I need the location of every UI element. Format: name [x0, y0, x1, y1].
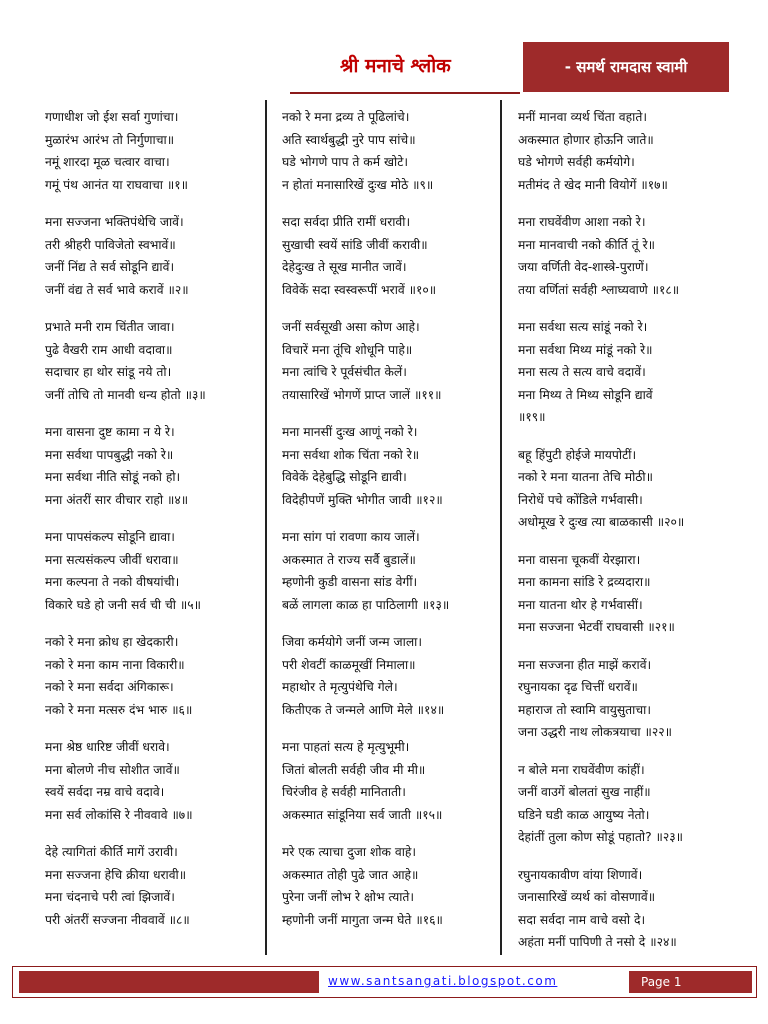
column-1	[45, 106, 265, 946]
verse-line: कितीएक ते जन्मले आणि मेले ॥१४॥	[282, 702, 445, 717]
verse	[518, 654, 738, 744]
verse-line: नको रे मना क्रोध हा खेदकारी।	[45, 635, 179, 649]
verse	[45, 421, 265, 511]
verse-line: नमूं शारदा मूळ चत्वार वाचा।	[45, 155, 170, 169]
verse-line: मना चंदनाचे परी त्वां झिजावें।	[45, 890, 175, 904]
verse-line: घडे भोगणे पाप ते कर्म खोटे।	[282, 155, 409, 169]
verse	[282, 421, 502, 511]
page-footer	[12, 966, 757, 998]
verse	[45, 841, 265, 931]
verse	[518, 864, 738, 954]
verse-line: सुखाची स्वयें सांडि जीवीं करावी॥	[282, 237, 428, 252]
verse-line: जनीं तोचि तो मानवी धन्य होतो ॥३॥	[45, 387, 206, 402]
verse-line: अकस्मात होणार होऊनि जाते॥	[518, 132, 654, 147]
verse-line: रघुनायकावीण वांया शिणावें।	[518, 867, 643, 882]
verse-line: मना मानवाची नको कीर्ति तूं रे॥	[518, 237, 655, 252]
verse-line: अति स्वार्थबुद्धी नुरे पाप सांचे॥	[282, 132, 416, 147]
author-name: - समर्थ रामदास स्वामी	[564, 58, 688, 76]
verse-line: तया वर्णितां सर्वही श्लाघ्यवाणे ॥१८॥	[518, 282, 680, 297]
verse	[282, 841, 502, 931]
verse	[45, 631, 265, 721]
verse-line: न होतां मनासारिखें दुःख मोठे ॥९॥	[282, 177, 434, 192]
verse-line: परी शेवटीं काळमूखीं निमाला॥	[282, 657, 416, 672]
verse-line: मना कामना सांडि रे द्रव्यदारा॥	[518, 575, 651, 589]
verse-line: अकस्मात तोही पुढे जात आहे॥	[282, 867, 419, 882]
verse	[518, 549, 738, 639]
verse-line: मना श्रेष्ठ धारिष्ट जीवीं धरावे।	[45, 740, 170, 754]
verse-line: मना मिथ्य ते मिथ्य सोडूनि द्यावें	[518, 387, 653, 402]
verse-line: जनीं वंद्य ते सर्व भावे करावें ॥२॥	[45, 282, 189, 297]
verse-line: मना राघवेंवीण आशा नको रे।	[518, 215, 646, 229]
footer-bar	[19, 971, 319, 993]
verse-line: मना सर्वथा सत्य सांडूं नको रे।	[518, 320, 648, 334]
verse-line: नको रे मना द्रव्य ते पूढिलांचे।	[282, 110, 410, 124]
verse-line: मना बोलणे नीच सोशीत जावें॥	[45, 762, 180, 777]
verse-line: तयासारिखें भोगणें प्राप्त जालें ॥११॥	[282, 387, 442, 402]
verse-line: मना पाहतां सत्य हे मृत्युभूमी।	[282, 740, 410, 754]
verse-line: विचारें मना तूंचि शोधूनि पाहे॥	[282, 342, 413, 357]
verse-line: महाथोर ते मृत्युपंथेचि गेले।	[282, 680, 398, 694]
verse-line: मना सर्वथा नीति सोडूं नको हो।	[45, 470, 181, 484]
verse-line: म्हणोनी जनीं मागुता जन्म घेते ॥१६॥	[282, 912, 443, 927]
verse	[518, 759, 738, 849]
verse-line: विवेकें देहेबुद्धि सोडूनि द्यावी।	[282, 470, 407, 484]
verse-line: मना सज्जना भक्तिपंथेचि जावें।	[45, 215, 184, 229]
verse-line: गमूं पंथ आनंत या राघवाचा ॥१॥	[45, 177, 189, 192]
verse-line: जना उद्धरी नाथ लोकत्रयाचा ॥२२॥	[518, 725, 673, 739]
verse-line: मना सर्वथा पापबुद्धी नको रे॥	[45, 447, 174, 462]
verse-line: मनीं मानवा व्यर्थ चिंता वहाते।	[518, 110, 647, 124]
verse-line: मना मानसीं दुःख आणूं नको रे।	[282, 425, 418, 439]
verse-line: मना सर्व लोकांसि रे नीववावे ॥७॥	[45, 807, 193, 822]
verse-line: मना वासना चूकवीं येरझारा।	[518, 552, 641, 567]
page-number: Page 1	[629, 971, 752, 993]
verse-line: मना कल्पना ते नको वीषयांची।	[45, 575, 180, 589]
author-banner	[523, 42, 729, 92]
verse-line: नको रे मना यातना तेचि मोठी॥	[518, 470, 653, 484]
verse-line: घडे भोगणे सर्वही कर्मयोगे।	[518, 155, 635, 169]
verse-line: नको रे मना सर्वदा अंगिकारू।	[45, 680, 174, 694]
verse-line: ॥१९॥	[518, 410, 546, 424]
verse-line: पुढे वैखरी राम आधी वदावा॥	[45, 342, 173, 357]
verse-line: देहांतीं तुला कोण सोडूं पहातो? ॥२३॥	[518, 830, 684, 844]
verse-line: मना पापसंकल्प सोडूनि द्यावा।	[45, 530, 175, 544]
verse-line: जनीं वाउगें बोलतां सुख नाहीं॥	[518, 785, 651, 799]
verse-line: मरे एक त्याचा दुजा शोक वाहे।	[282, 845, 417, 859]
verse-line: जनासारिखें व्यर्थ कां वोसणावें॥	[518, 890, 656, 904]
verse-line: विवेकें सदा स्वस्वरूपीं भरावें ॥१०॥	[282, 282, 437, 297]
verse-line: अकस्मात सांडूनिया सर्व जाती ॥१५॥	[282, 807, 443, 822]
verse-line: अकस्मात ते राज्य सर्वै बुडालें॥	[282, 552, 416, 567]
verse	[282, 211, 502, 301]
column-2	[282, 106, 502, 946]
verse	[45, 106, 265, 196]
verse-line: देहेदुःख ते सूख मानीत जावें।	[282, 260, 407, 274]
verse-line: देहे त्यागितां कीर्ति मागें उरावी।	[45, 845, 178, 859]
website-link[interactable]: www.santsangati.blogspot.com	[328, 974, 558, 988]
verse-line: मना सज्जना हेचि क्रीया धरावी॥	[45, 867, 187, 882]
verse-line: पुरेना जनीं लोभ रे क्षोभ त्याते।	[282, 890, 415, 904]
verse-line: स्वयें सर्वदा नम्र वाचे वदावे।	[45, 785, 165, 799]
verse-line: जनीं सर्वसूखी असा कोण आहे।	[282, 320, 420, 334]
verse-line: बळें लागला काळ हा पाठिलागी ॥१३॥	[282, 597, 450, 612]
verse-line: मना अंतरीं सार वीचार राहो ॥४॥	[45, 492, 189, 507]
verse-line: मना वासना दुष्ट कामा न ये रे।	[45, 425, 175, 439]
verse-line: सदा सर्वदा नाम वाचे वसो दे।	[518, 912, 646, 927]
verse-line: घडिने घडी काळ आयुष्य नेतो।	[518, 807, 650, 822]
verse-line: जया वर्णिती वेद-शास्त्रे-पुराणें।	[518, 260, 649, 274]
verse-line: न बोले मना राघवेंवीण कांहीं।	[518, 762, 645, 777]
verse-line: मना सर्वथा शोक चिंता नको रे॥	[282, 447, 420, 462]
verse-line: निरोधें पचे कोंडिले गर्भवासी।	[518, 492, 643, 507]
verse-line: सदा सर्वदा प्रीति रामीं धरावी।	[282, 215, 411, 229]
verse-line: नको रे मना मत्सरु दंभ भारु ॥६॥	[45, 702, 193, 717]
verse-line: जिवा कर्मयोगे जनीं जन्म जाला।	[282, 635, 423, 649]
verse	[518, 316, 738, 429]
verse	[518, 444, 738, 534]
verse-line: जनीं निंद्य ते सर्व सोडूनि द्यावें।	[45, 260, 175, 274]
verse	[45, 736, 265, 826]
verse-line: मना त्वांचि रे पूर्वसंचीत केलें।	[282, 365, 407, 379]
column-3	[518, 106, 738, 969]
verse	[282, 631, 502, 721]
verse-line: सदाचार हा थोर सांडू नये तो।	[45, 365, 172, 379]
verse-line: नको रे मना काम नाना विकारी॥	[45, 657, 185, 672]
verse-line: मना सत्य ते सत्य वाचे वदावें।	[518, 365, 646, 379]
page-header	[0, 42, 768, 92]
verse	[45, 211, 265, 301]
verse	[282, 316, 502, 406]
verse	[282, 106, 502, 196]
verse-line: मना सत्यसंकल्प जीवीं धरावा॥	[45, 552, 179, 567]
verse-line: म्हणोनी कुडी वासना सांड वेगीं।	[282, 575, 418, 589]
verse-line: महाराज तो स्वामि वायुसुताचा।	[518, 702, 651, 717]
verse-line: गणाधीश जो ईश सर्वा गुणांचा।	[45, 110, 179, 124]
verse-line: मना सज्जना भेटवीं राघवासी ॥२१॥	[518, 620, 675, 634]
verse	[45, 316, 265, 406]
verse-line: अधोमूख रे दुःख त्या बाळकासी ॥२०॥	[518, 515, 685, 529]
verse	[518, 211, 738, 301]
verse	[282, 736, 502, 826]
verse-line: रघुनायका दृढ चित्तीं धरावें॥	[518, 680, 638, 694]
verse-line: विदेहीपणें मुक्ति भोगीत जावी ॥१२॥	[282, 492, 443, 507]
verse-line: परी अंतरीं सज्जना नीववावें ॥८॥	[45, 912, 190, 927]
page-title: श्री मनाचे श्लोक	[340, 55, 451, 77]
verse-line: बहू हिंपुटी होईजे मायपोटीं।	[518, 447, 637, 462]
verse	[282, 526, 502, 616]
verse-line: मना यातना थोर हे गर्भवासीं।	[518, 597, 643, 612]
column-divider-1	[265, 100, 267, 955]
title-underline	[290, 92, 520, 94]
verse-line: मना सांग पां रावणा काय जालें।	[282, 530, 420, 544]
verse-line: जितां बोलती सर्वही जीव मी मी॥	[282, 762, 426, 777]
verse-line: मुळारंभ आरंभ तो निर्गुणाचा॥	[45, 132, 175, 147]
verse-line: अहंता मनीं पापिणी ते नसो दे ॥२४॥	[518, 935, 677, 949]
verse-line: तरी श्रीहरी पाविजेतो स्वभावें॥	[45, 237, 176, 252]
verse-line: विकारे घडे हो जनी सर्व ची ची ॥५॥	[45, 597, 201, 612]
verse-line: प्रभाते मनी राम चिंतीत जावा।	[45, 320, 175, 334]
verse-line: मना सर्वथा मिथ्य मांडूं नको रे॥	[518, 342, 653, 357]
verse	[518, 106, 738, 196]
verse-line: चिरंजीव हे सर्वही मानिताती।	[282, 785, 406, 799]
verse-line: मना सज्जना हीत माझें करावें।	[518, 657, 652, 672]
verse-line: मतीमंद ते खेद मानी वियोगें ॥१७॥	[518, 177, 668, 192]
verse	[45, 526, 265, 616]
